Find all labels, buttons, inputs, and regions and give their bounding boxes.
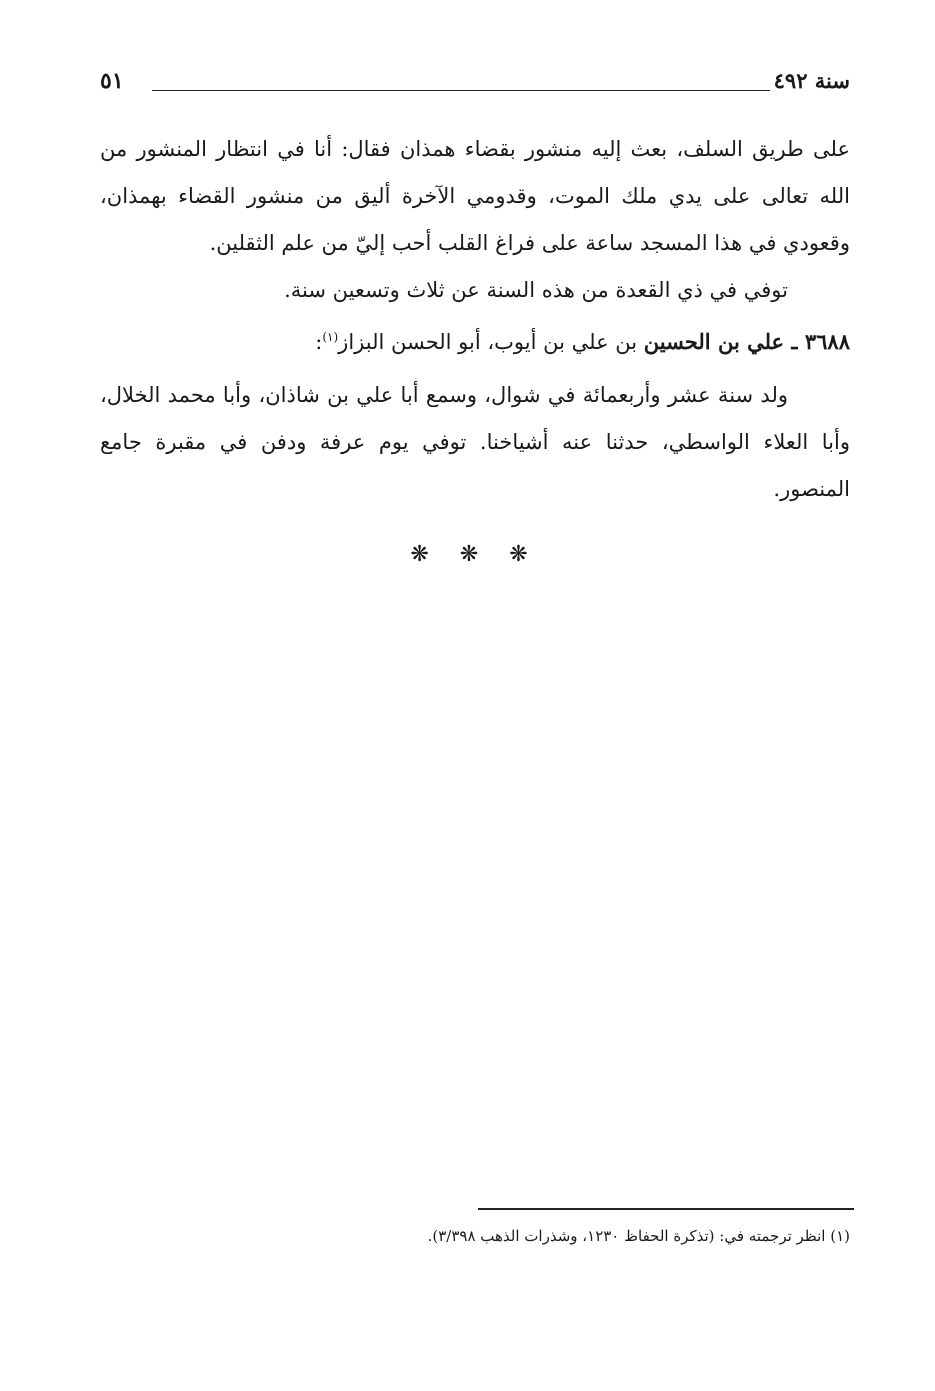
footnote: (١) انظر ترجمته في: (تذكرة الحفاظ ١٢٣٠، وشذرات الذهب ٣/٣٩٨). — [427, 1227, 850, 1245]
header-rule — [152, 90, 770, 91]
footnote-reference: (١) — [322, 330, 339, 344]
entry-lineage: بن علي بن أيوب، أبو الحسن البزاز — [338, 330, 644, 354]
body-text — [100, 126, 850, 578]
section-ornament: ❋ ❋ ❋ — [410, 542, 540, 567]
entry-number: ٣٦٨٨ — [804, 329, 850, 354]
running-header — [100, 66, 850, 100]
paragraph-1: على طريق السلف، بعث إليه منشور بقضاء همذان فقال: أنا في انتظار المنشور من الله تعالى على يدي ملك الموت، وقدومي الآخرة أليق من منشور القضاء بهمذان، وقعودي في هذا المسجد ساعة على فراغ القلب أحب إليّ من علم الثقلين. — [100, 137, 850, 255]
footnote-rule — [478, 1208, 854, 1210]
entry-name: علي بن الحسين — [643, 329, 785, 354]
entry-separator: ـ — [784, 329, 805, 354]
running-header-title: سنة ٤٩٢ — [773, 68, 850, 93]
paragraph-2: توفي في ذي القعدة من هذه السنة عن ثلاث وتسعين سنة. — [284, 278, 788, 302]
entry-colon: : — [315, 330, 323, 354]
entry-heading — [100, 318, 850, 366]
paragraph-3: ولد سنة عشر وأربعمائة في شوال، وسمع أبا علي بن شاذان، وأبا محمد الخلال، وأبا العلاء الواسطي، حدثنا عنه أشياخنا. توفي يوم عرفة ودفن في مقبرة جامع المنصور. — [100, 383, 850, 501]
page-number: ٥١ — [100, 68, 124, 94]
